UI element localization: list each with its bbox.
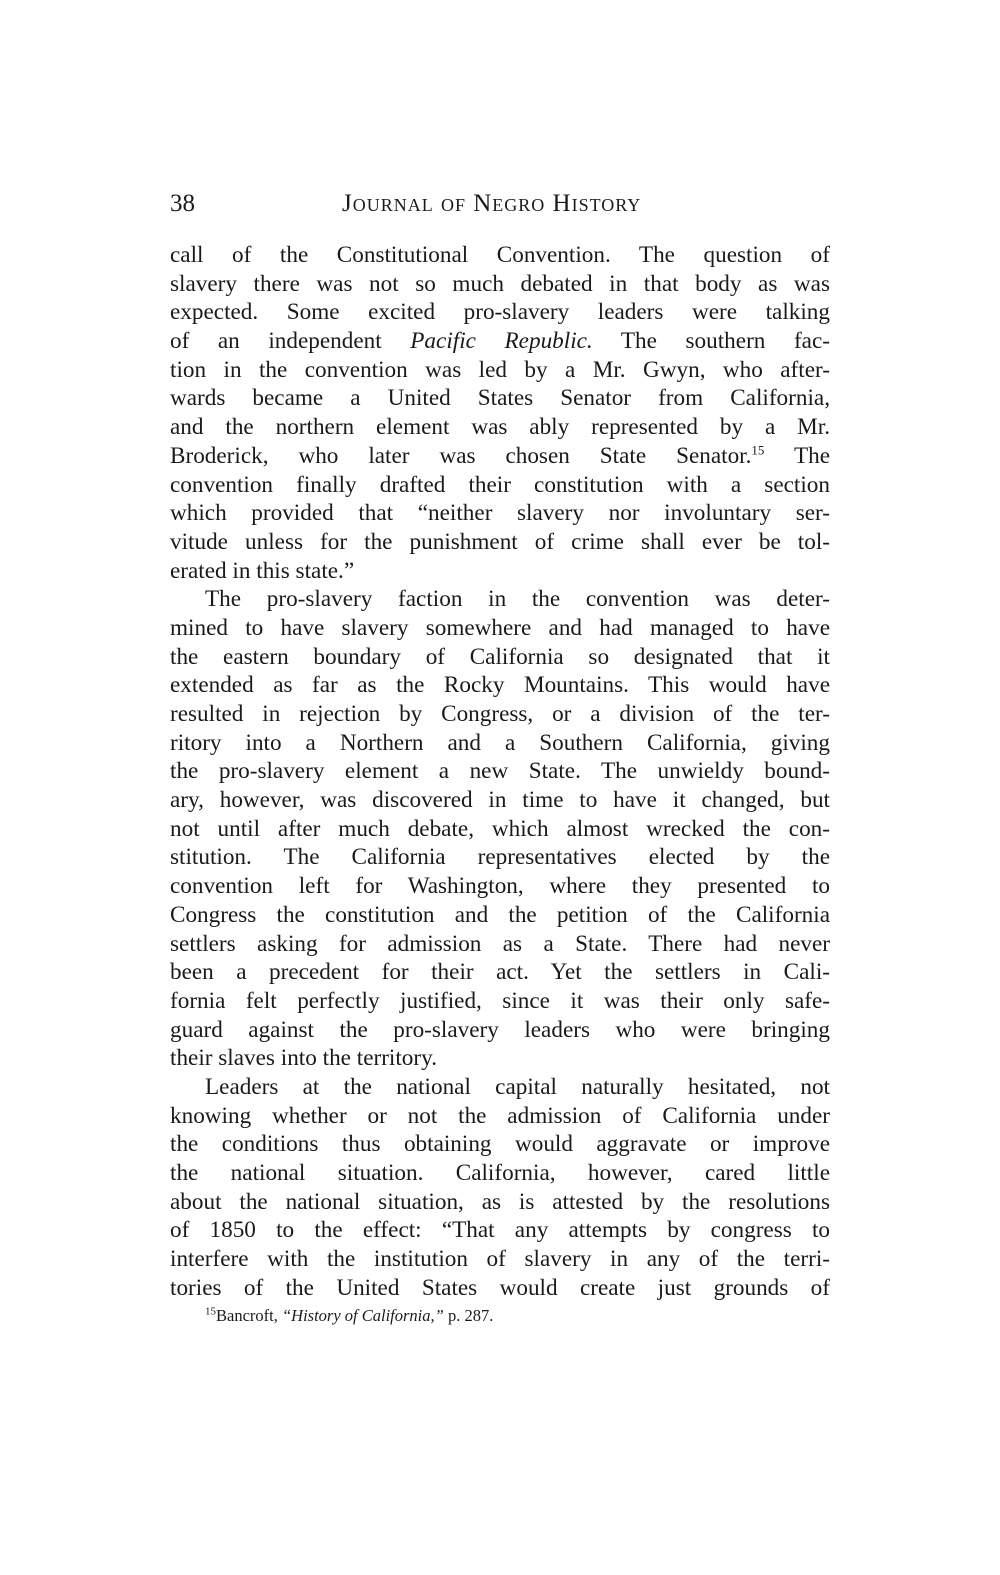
line-segment: of an independent — [170, 328, 411, 355]
text-line: tion in the convention was led by a Mr. Gwyn, who after- — [170, 356, 830, 383]
text-line: slavery there was not so much debated in that body as was — [170, 270, 830, 297]
text-line: vitude unless for the punishment of crime shall ever be tol- — [170, 528, 830, 555]
text-line: the conditions thus obtaining would aggravate or improve — [170, 1131, 830, 1158]
footnote — [205, 1306, 493, 1326]
text-line: extended as far as the Rocky Mountains. This would have — [170, 672, 830, 699]
text-line: tories of the United States would create just grounds of — [170, 1274, 830, 1301]
footnote-reference: 15 — [751, 442, 765, 458]
page-number: 38 — [170, 190, 195, 217]
text-line: ary, however, was discovered in time to have it changed, but — [170, 787, 830, 814]
text-line: Congress the constitution and the petition of the California — [170, 901, 830, 928]
footnote-page: p. 287. — [443, 1306, 494, 1325]
text-line: the national situation. California, however, cared little — [170, 1160, 830, 1186]
text-line: The pro-slavery faction in the convention was deter- — [205, 586, 830, 613]
text-line: wards became a United States Senator from California, — [170, 385, 830, 412]
text-line: convention left for Washington, where they presented to — [170, 873, 830, 900]
footnote-author: Bancroft, — [216, 1306, 282, 1325]
body-text — [170, 241, 830, 1302]
text-line: the pro-slavery element a new State. The unwieldy bound- — [170, 758, 830, 785]
text-line: erated in this state.” — [170, 557, 355, 584]
text-line: of 1850 to the effect: “That any attempts by congress to — [170, 1217, 830, 1244]
text-line: expected. Some excited pro-slavery leaders were talking — [170, 299, 830, 326]
text-line: call of the Constitutional Convention. The question of — [170, 242, 830, 268]
text-line: Leaders at the national capital naturally hesitated, not — [205, 1073, 830, 1100]
text-line: the eastern boundary of California so designated that it — [170, 643, 830, 670]
text-line — [170, 327, 830, 356]
text-line: settlers asking for admission as a State. There had never — [170, 930, 830, 957]
running-head — [170, 190, 830, 230]
text-line — [170, 442, 830, 471]
text-line: been a precedent for their act. Yet the settlers in Cali- — [170, 959, 830, 986]
footnote-title: “History of California,” — [281, 1306, 444, 1325]
line-segment: The — [764, 442, 830, 469]
text-line: about the national situation, as is attested by the resolutions — [170, 1188, 830, 1215]
line-segment: The southern fac- — [592, 328, 830, 355]
text-line: not until after much debate, which almost wrecked the con- — [170, 815, 830, 842]
journal-title: Journal of Negro History — [342, 190, 642, 217]
line-segment: Broderick, who later was chosen State Senator. — [170, 442, 752, 469]
text-line: guard against the pro-slavery leaders who were bringing — [170, 1016, 830, 1043]
text-line: stitution. The California representatives elected by the — [170, 844, 830, 871]
text-line: which provided that “neither slavery nor involuntary ser- — [170, 500, 830, 527]
text-line: interfere with the institution of slavery in any of the terri- — [170, 1246, 830, 1273]
italic-title: Pacific Republic. — [410, 328, 593, 355]
text-line: knowing whether or not the admission of California under — [170, 1102, 830, 1129]
text-line: ritory into a Northern and a Southern California, giving — [170, 729, 830, 756]
text-line: mined to have slavery somewhere and had managed to have — [170, 614, 830, 641]
text-line: and the northern element was ably represented by a Mr. — [170, 414, 830, 441]
text-line: convention finally drafted their constitution with a section — [170, 471, 830, 498]
text-line: fornia felt perfectly justified, since it was their only safe- — [170, 987, 830, 1014]
footnote-mark: 15 — [205, 1305, 216, 1318]
text-line: their slaves into the territory. — [170, 1045, 438, 1072]
text-line: resulted in rejection by Congress, or a division of the ter- — [170, 701, 830, 727]
